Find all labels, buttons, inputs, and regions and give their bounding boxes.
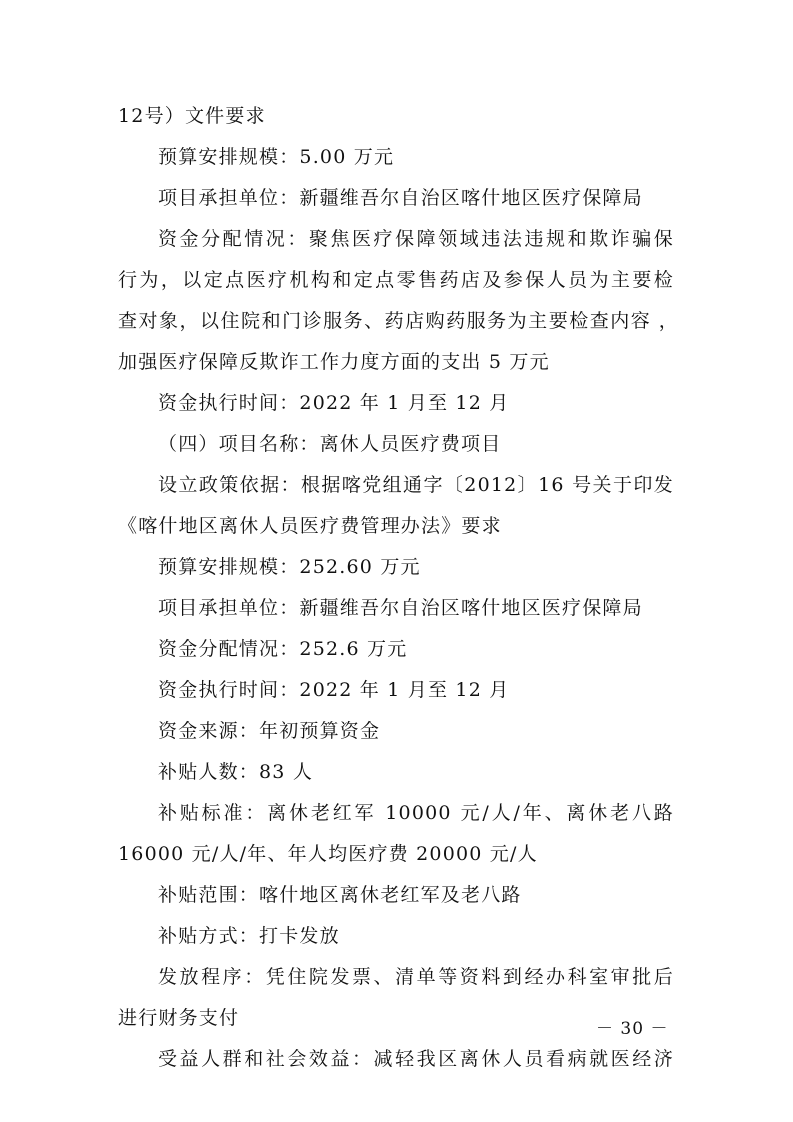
fund-allocation-line-4: 加强医疗保障反欺诈工作力度方面的支出 5 万元 bbox=[118, 351, 550, 373]
fund-allocation-line-5: 资金分配情况：252.6 万元 bbox=[158, 638, 408, 660]
policy-basis-line: 设立政策依据：根据喀党组通字〔2012〕16 号关于印发 bbox=[158, 474, 674, 496]
subsidy-standard-line: 补贴标准：离休老红军 10000 元/人/年、离休老八路 bbox=[158, 802, 674, 824]
fund-allocation-line-2: 行为，以定点医疗机构和定点零售药店及参保人员为主要检 bbox=[118, 269, 674, 291]
subsidy-standard-line-2: 16000 元/人/年、年人均医疗费 20000 元/人 bbox=[118, 843, 538, 865]
issuance-procedure-line-2: 进行财务支付 bbox=[118, 1007, 240, 1029]
undertaking-unit-line-2: 项目承担单位：新疆维吾尔自治区喀什地区医疗保障局 bbox=[158, 597, 643, 619]
policy-basis-line-2: 《喀什地区离休人员医疗费管理办法》要求 bbox=[118, 515, 502, 537]
fund-allocation-line: 资金分配情况：聚焦医疗保障领域违法违规和欺诈骗保 bbox=[158, 228, 674, 250]
issuance-procedure-line: 发放程序：凭住院发票、清单等资料到经办科室审批后 bbox=[158, 966, 674, 988]
fund-allocation-line-3: 查对象，以住院和门诊服务、药店购药服务为主要检查内容 ， bbox=[118, 310, 679, 332]
execution-time-line-2: 资金执行时间：2022 年 1 月至 12 月 bbox=[158, 679, 510, 701]
text-line-continuation: 12号）文件要求 bbox=[118, 105, 266, 127]
budget-scale-line-2: 预算安排规模：252.60 万元 bbox=[158, 556, 421, 578]
beneficiary-line: 受益人群和社会效益：减轻我区离休人员看病就医经济 bbox=[158, 1048, 674, 1070]
budget-scale-line: 预算安排规模：5.00 万元 bbox=[158, 146, 395, 168]
execution-time-line: 资金执行时间：2022 年 1 月至 12 月 bbox=[158, 392, 510, 414]
subsidy-scope-line: 补贴范围：喀什地区离休老红军及老八路 bbox=[158, 884, 522, 906]
undertaking-unit-line: 项目承担单位：新疆维吾尔自治区喀什地区医疗保障局 bbox=[158, 187, 643, 209]
fund-source-line: 资金来源：年初预算资金 bbox=[158, 720, 381, 742]
subsidy-method-line: 补贴方式：打卡发放 bbox=[158, 925, 340, 947]
subsidy-count-line: 补贴人数：83 人 bbox=[158, 761, 314, 783]
project-heading: （四）项目名称：离休人员医疗费项目 bbox=[158, 433, 502, 455]
page-number: － 30 － bbox=[596, 1019, 669, 1039]
